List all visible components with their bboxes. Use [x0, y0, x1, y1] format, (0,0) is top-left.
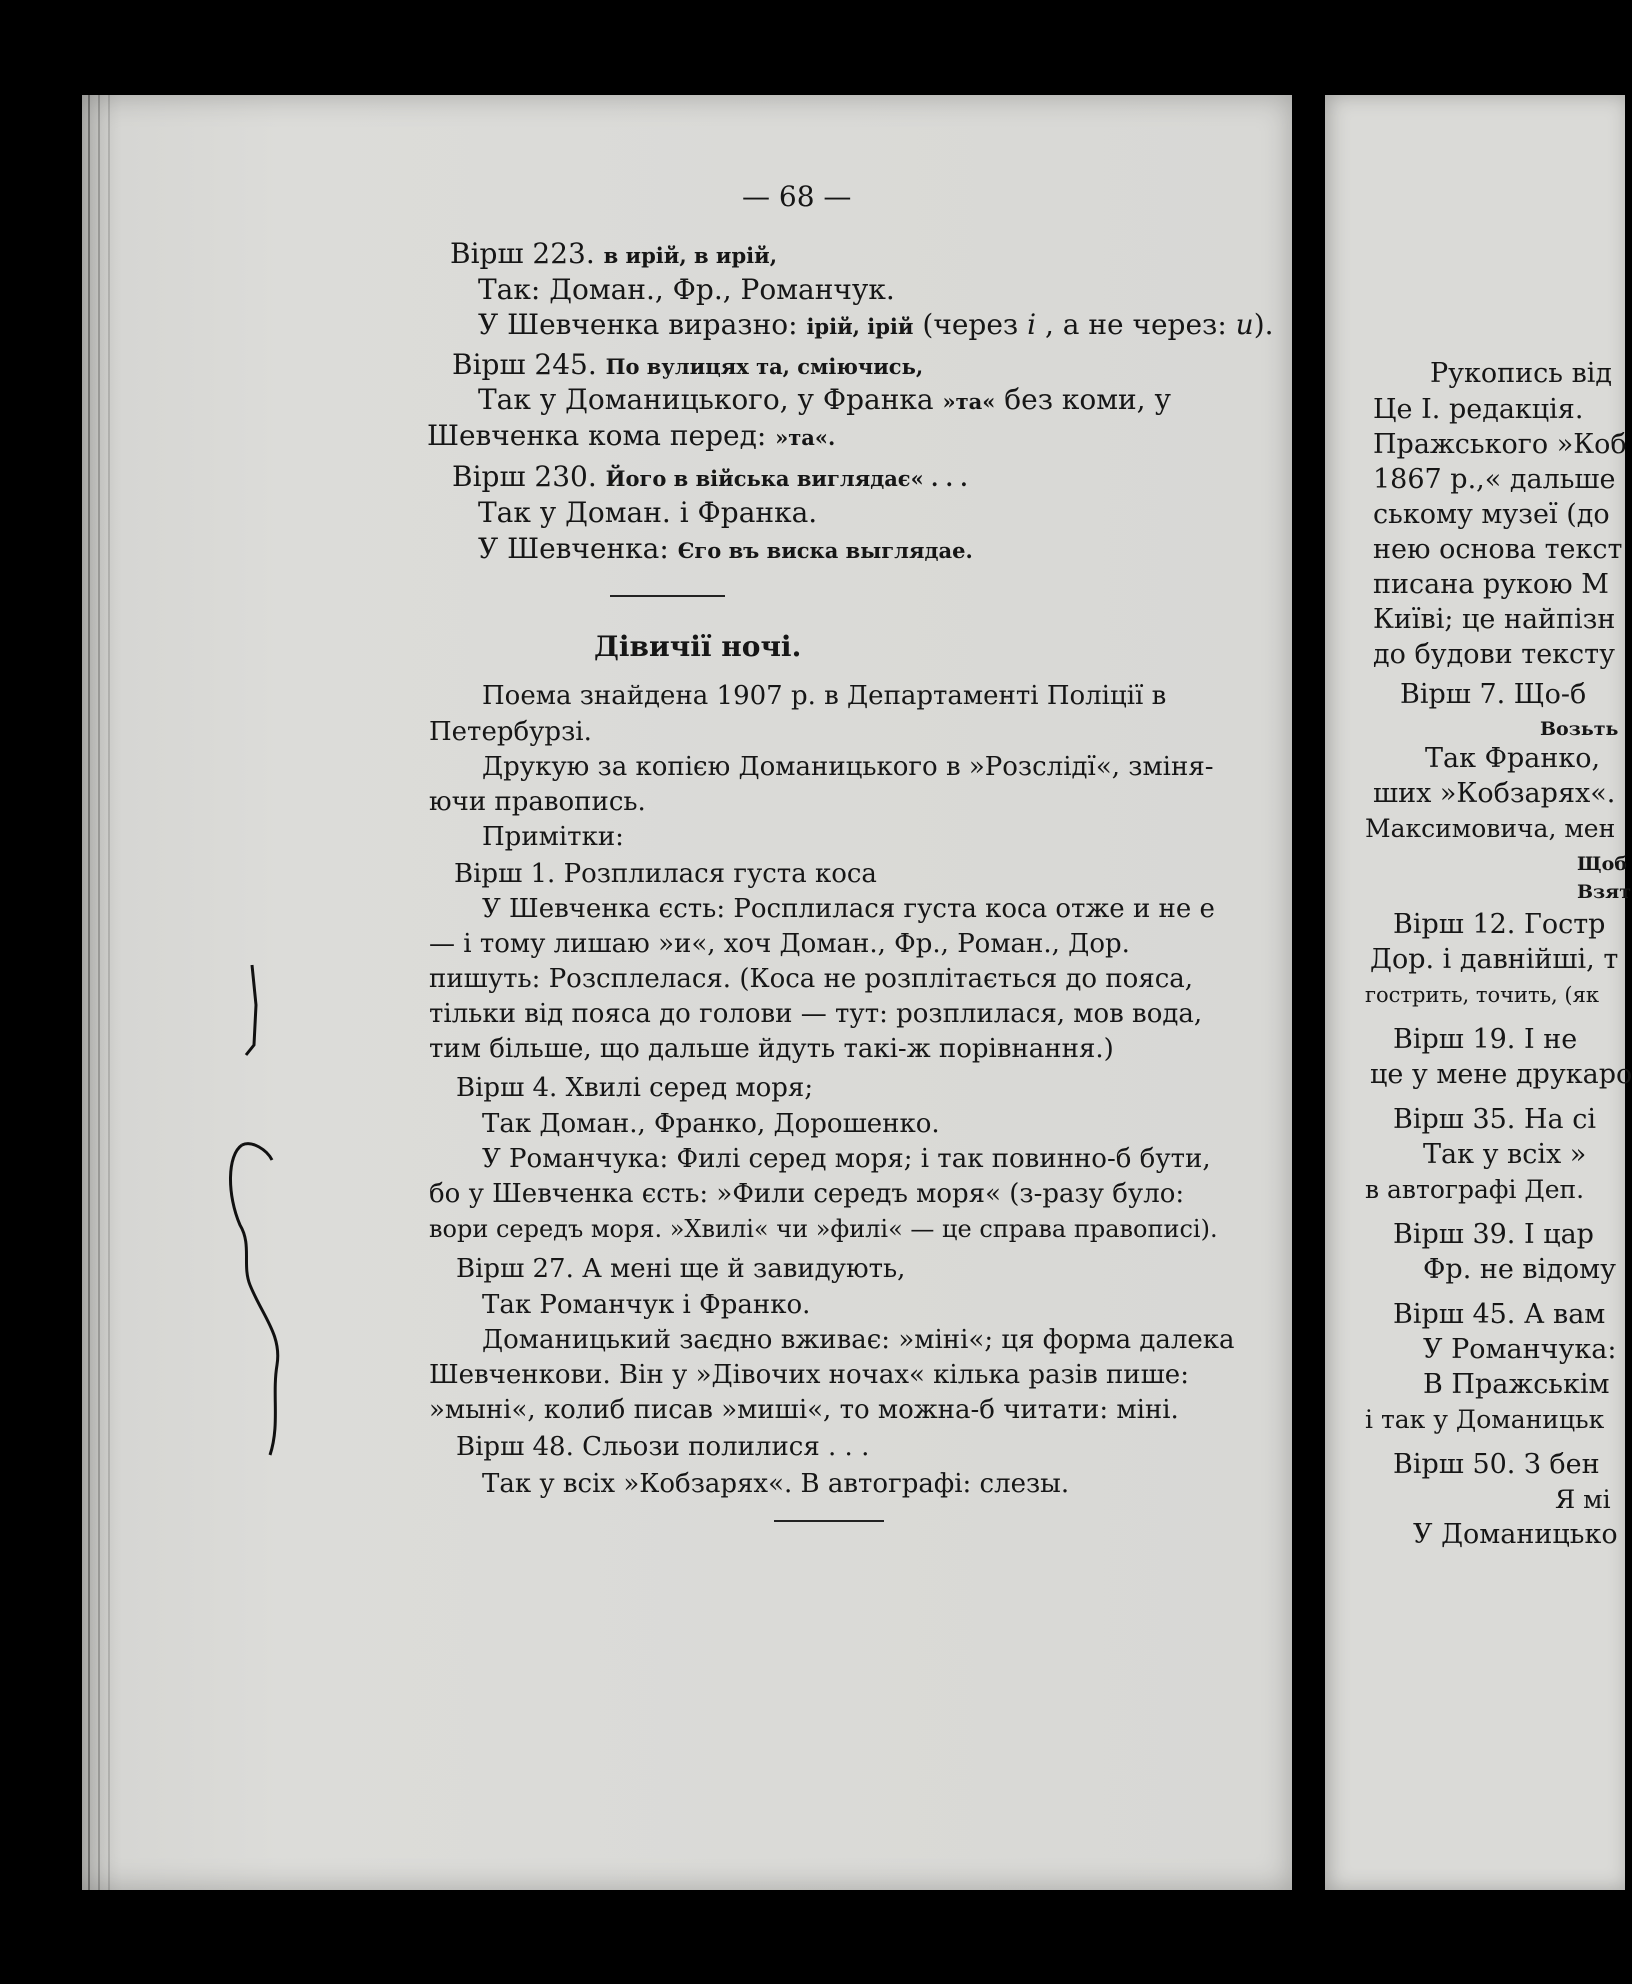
- note-line: Так у Доман. і Франка.: [478, 496, 818, 529]
- right-page-line: писана рукою М: [1373, 569, 1609, 600]
- note-line: [450, 237, 777, 273]
- right-page-line: Вірш 39. І цар: [1393, 1219, 1594, 1250]
- right-page-line: Вірш 45. А вам: [1393, 1299, 1606, 1330]
- right-page-line: Вірш 19. І не: [1393, 1024, 1578, 1055]
- body-line: Шевченкови. Він у »Дівочих ночах« кілька разів пише:: [429, 1360, 1189, 1390]
- note-line: [452, 460, 968, 496]
- right-page-line: 1867 р.,« дальше: [1373, 464, 1616, 495]
- quote-text: Його в війська виглядає« . . .: [605, 466, 968, 491]
- page-number: — 68 —: [742, 180, 852, 213]
- right-page-line: Я мі: [1555, 1485, 1611, 1514]
- body-line: тільки від пояса до голови — тут: розплилася, мов вода,: [429, 999, 1203, 1029]
- right-page-line: ших »Кобзарях«.: [1373, 778, 1616, 809]
- body-line: Вірш 4. Хвилі серед моря;: [456, 1073, 814, 1103]
- body-line: вори середъ моря. »Хвилі« чи »филі« — це справа правописі).: [429, 1215, 1218, 1243]
- body-line: — і тому лишаю »и«, хоч Доман., Фр., Роман., Дор.: [429, 929, 1130, 959]
- quote-text: »та«.: [775, 425, 836, 450]
- quote-text: Єго въ виска выглядае.: [677, 538, 973, 563]
- note-line: Так: Доман., Фр., Романчук.: [478, 273, 895, 306]
- body-line: Так Романчук і Франко.: [482, 1290, 811, 1320]
- right-page-line: Вірш 50. З бен: [1393, 1449, 1600, 1480]
- right-page-line: Возьть: [1540, 718, 1619, 740]
- note-text: У Шевченка виразно:: [478, 308, 807, 341]
- body-line: »мыні«, колиб писав »миші«, то можна-б читати: міні.: [429, 1395, 1179, 1425]
- right-page-line: в автографі Деп.: [1365, 1175, 1585, 1204]
- body-line: Вірш 48. Сльози полилися . . .: [456, 1432, 870, 1462]
- right-book-page: [1325, 95, 1632, 1890]
- page-edge-line: [108, 95, 110, 1890]
- right-page-line: нею основа текст: [1373, 534, 1623, 565]
- note-text: , а не через:: [1036, 308, 1236, 341]
- right-page-line: Пражського »Коб: [1373, 429, 1627, 460]
- right-page-line: Щоб: [1577, 853, 1627, 875]
- end-divider: [774, 1520, 884, 1522]
- page-edge-line: [98, 95, 100, 1890]
- letter-i: і: [1027, 308, 1037, 341]
- note-line: [478, 308, 1274, 344]
- verse-ref: Вірш 223.: [450, 237, 604, 270]
- right-page-line: гострить, точить, (як: [1365, 983, 1599, 1007]
- right-page-line: Взят: [1577, 881, 1631, 903]
- note-line: [478, 532, 973, 568]
- quote-text: ірій, ірій: [806, 314, 914, 339]
- left-book-page: [82, 95, 1292, 1890]
- right-page-line: Рукопись від: [1430, 358, 1613, 389]
- right-page-line: Фр. не відому: [1423, 1254, 1617, 1285]
- right-page-line: В Пражськім: [1423, 1369, 1610, 1400]
- verse-ref: Вірш 230.: [452, 460, 606, 493]
- body-line: У Шевченка єсть: Росплилася густа коса отже и не е: [482, 894, 1215, 924]
- note-text: У Шевченка:: [478, 532, 678, 565]
- right-page-line: до будови тексту: [1373, 639, 1615, 670]
- body-line: ючи правопись.: [429, 787, 646, 817]
- body-line: Доманицький заєдно вживає: »міні«; ця форма далека: [482, 1325, 1235, 1355]
- note-line: [478, 383, 1171, 419]
- note-text: ).: [1253, 308, 1274, 341]
- body-line: Вірш 1. Розплилася густа коса: [454, 859, 877, 889]
- page-edge-line: [88, 95, 90, 1890]
- note-text: без коми, у: [995, 383, 1171, 416]
- note-text: (через: [913, 308, 1028, 341]
- quote-text: По вулицях та, сміючись,: [605, 354, 924, 379]
- right-page-line: Вірш 12. Гостр: [1393, 909, 1606, 940]
- quote-text: в ирій, в ирій,: [603, 243, 778, 268]
- section-divider: [610, 595, 725, 597]
- section-title: Дівичії ночі.: [594, 630, 802, 663]
- body-line: У Романчука: Филі серед моря; і так повинно-б бути,: [482, 1144, 1211, 1174]
- right-page-line: Дор. і давнійші, т: [1370, 944, 1619, 975]
- quote-text: »та«: [942, 389, 996, 414]
- body-line: Так у всіх »Кобзарях«. В автографі: слезы.: [482, 1469, 1070, 1499]
- body-line: Примітки:: [482, 822, 624, 852]
- body-line: Так Доман., Франко, Дорошенко.: [482, 1109, 940, 1139]
- body-line: Поема знайдена 1907 р. в Департаменті Поліції в: [482, 681, 1167, 711]
- right-page-line: ському музеї (до: [1373, 499, 1610, 530]
- pencil-scribble-icon: [222, 945, 302, 1465]
- right-page-line: Це I. редакція.: [1373, 394, 1584, 425]
- right-page-line: це у мене друкаро: [1370, 1059, 1632, 1090]
- note-text: Шевченка кома перед:: [427, 419, 776, 452]
- body-line: бо у Шевченка єсть: »Фили середъ моря« (з-разу було:: [429, 1179, 1185, 1209]
- body-line: Друкую за копією Доманицького в »Розслідї«, зміня-: [482, 752, 1214, 782]
- right-page-line: У Доманицько: [1413, 1519, 1618, 1550]
- body-line: пишуть: Розсплелася. (Коса не розплітається до пояса,: [429, 964, 1194, 994]
- right-page-line: Вірш 35. На сі: [1393, 1104, 1596, 1135]
- right-page-line: Київі; це найпізн: [1373, 604, 1616, 635]
- body-line: тим більше, що дальше йдуть такі-ж порівнання.): [429, 1034, 1114, 1064]
- right-page-line: Так Франко,: [1425, 743, 1601, 774]
- right-page-line: У Романчука:: [1423, 1334, 1617, 1365]
- note-line: [427, 419, 835, 455]
- right-page-line: і так у Доманицьк: [1365, 1405, 1605, 1434]
- verse-ref: Вірш 245.: [452, 348, 606, 381]
- right-page-line: Так у всіх »: [1423, 1139, 1587, 1170]
- note-text: Так у Доманицького, у Франка: [478, 383, 943, 416]
- right-page-line: Вірш 7. Що-б: [1400, 679, 1587, 710]
- letter-y: и: [1235, 308, 1254, 341]
- body-line: Вірш 27. А мені ще й завидують,: [456, 1254, 906, 1284]
- body-line: Петербурзі.: [429, 717, 592, 747]
- right-page-line: Максимовича, мен: [1365, 814, 1616, 843]
- note-line: [452, 348, 923, 384]
